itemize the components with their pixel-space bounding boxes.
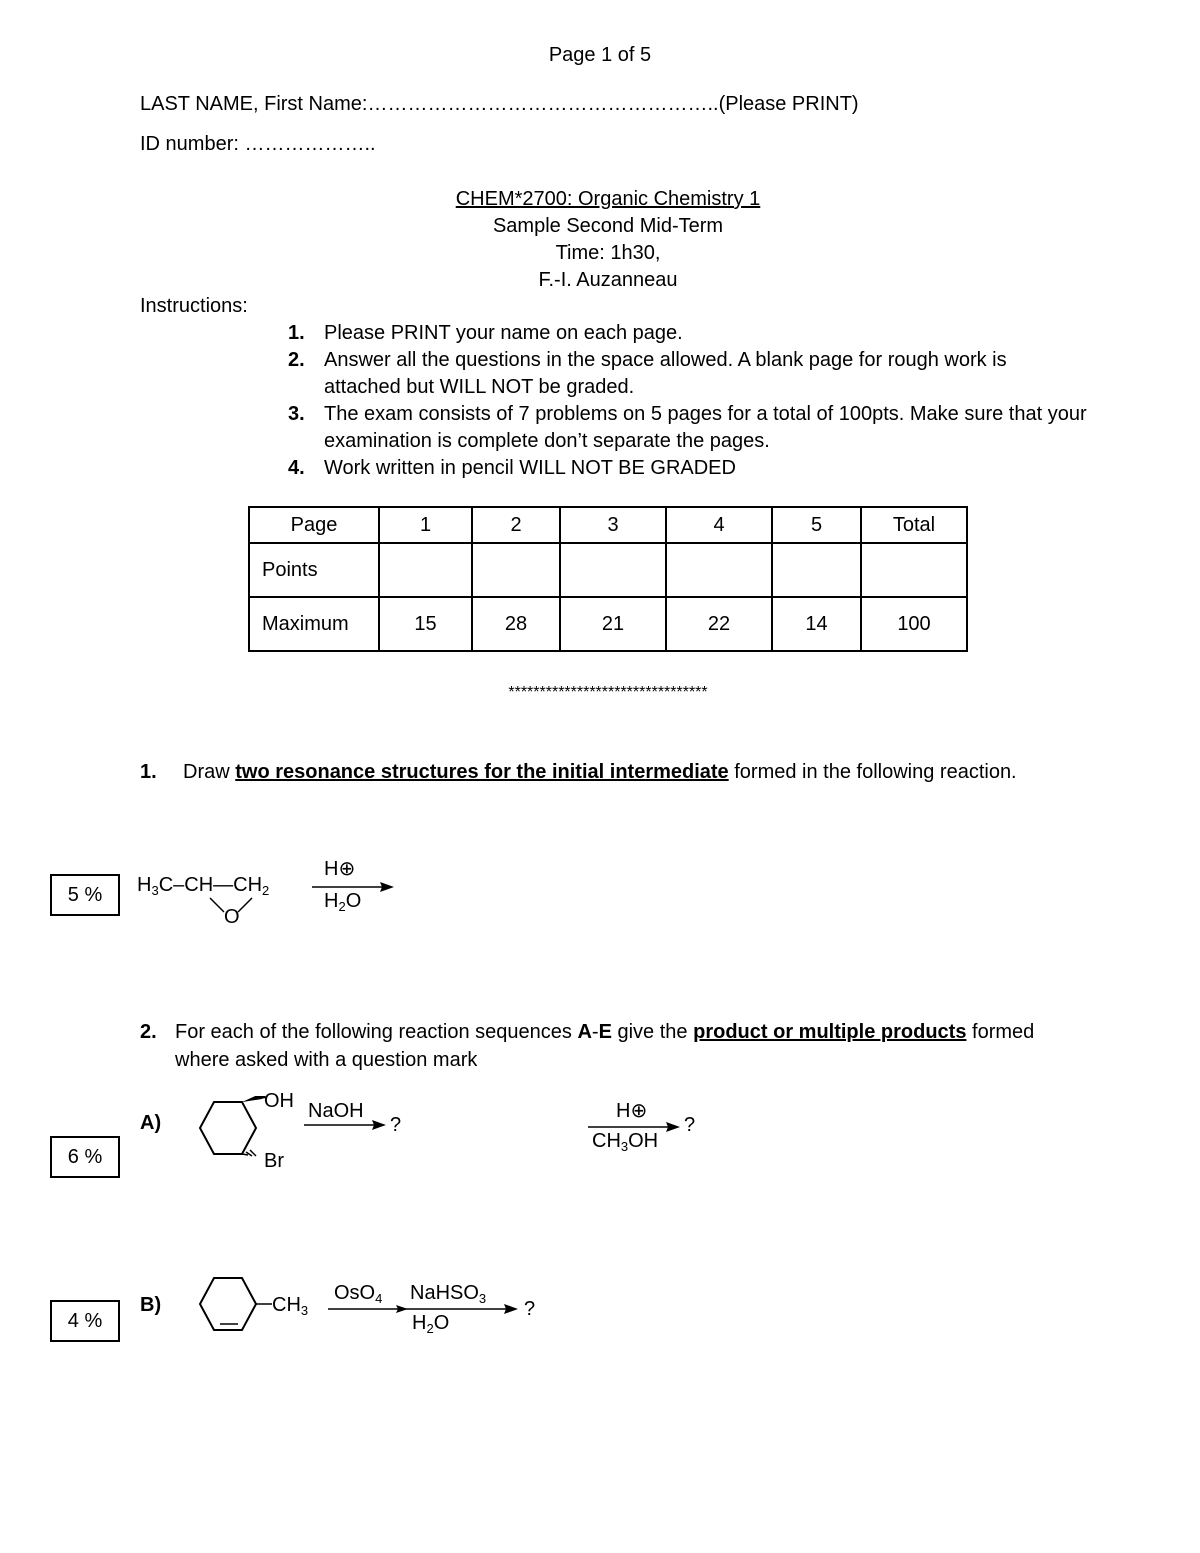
reagent-top: H⊕	[616, 1100, 648, 1122]
table-row: Maximum 15 28 21 22 14 100	[249, 597, 967, 651]
oxygen-atom: O	[224, 906, 240, 928]
reagent-1: OsO$_4$	[334, 1282, 383, 1306]
table-row: Page 1 2 3 4 5 Total	[249, 507, 967, 543]
title-block	[0, 186, 1200, 294]
percent-box: 5 %	[50, 874, 120, 916]
instruction-item: 1. Please PRINT your name on each page.	[288, 322, 683, 344]
marks-table	[248, 506, 968, 652]
percent-box: 4 %	[50, 1300, 120, 1342]
points-cell[interactable]	[379, 543, 472, 597]
epoxide-structure: $H_3C-CH—CH_2$	[137, 874, 270, 898]
methylcyclohexene-ring	[190, 1274, 280, 1338]
unknown-product: ?	[390, 1114, 402, 1136]
instructions-heading: Instructions:	[140, 295, 248, 317]
points-cell[interactable]	[560, 543, 666, 597]
unknown-product: ?	[524, 1298, 536, 1320]
name-line: LAST NAME, First Name:……………………………………………..(Please PRINT)	[140, 93, 859, 115]
instructor-name: F.-I. Auzanneau	[538, 269, 678, 291]
reagent-bottom: $H_2O$	[412, 1312, 450, 1336]
table-row: Points	[249, 543, 967, 597]
id-line: ID number: ………………..	[140, 133, 376, 155]
instruction-item: 2. Answer all the questions in the space allowed. A blank page for rough work is attached but WILL NOT be graded.	[288, 349, 1007, 398]
course-title: CHEM*2700: Organic Chemistry 1	[455, 188, 761, 210]
unknown-product: ?	[684, 1114, 696, 1136]
hydroxyl-group: OH	[264, 1090, 294, 1112]
instruction-item: 4. Work written in pencil WILL NOT BE GRADED	[288, 457, 736, 479]
question-1: 1. Draw two resonance structures for the initial intermediate formed in the following reaction.	[140, 761, 1017, 783]
points-cell[interactable]	[861, 543, 967, 597]
bromine-atom: Br	[264, 1150, 284, 1172]
part-b-label: B)	[140, 1294, 162, 1316]
instruction-item: 3. The exam consists of 7 problems on 5 pages for a total of 100pts. Make sure that your examination is complete don’t separate the pages.	[288, 403, 1087, 452]
question-2: 2. For each of the following reaction sequences A-E give the product or multiple products formed where asked with a question mark	[140, 1021, 1035, 1071]
reaction-arrow	[304, 1118, 386, 1132]
separator: ********************************	[508, 684, 708, 701]
reagent-bottom: $CH_3OH$	[592, 1130, 659, 1154]
methyl-group: $CH_3$	[272, 1294, 309, 1318]
instructions-list	[288, 320, 1088, 482]
points-cell[interactable]	[666, 543, 772, 597]
page-number: Page 1 of 5	[548, 44, 652, 66]
cyclohexane-ring	[190, 1096, 270, 1166]
exam-time: Time: 1h30,	[555, 242, 661, 264]
reagent-2: NaHSO$_3$	[410, 1282, 487, 1306]
points-cell[interactable]	[772, 543, 861, 597]
part-a-label: A)	[140, 1112, 162, 1134]
reagent-top: H⊕	[324, 858, 356, 880]
percent-box: 6 %	[50, 1136, 120, 1178]
points-cell[interactable]	[472, 543, 560, 597]
exam-title: Sample Second Mid-Term	[492, 215, 724, 237]
reagent-label: NaOH	[308, 1100, 364, 1122]
reagent-bottom: $H_2O$	[324, 890, 362, 914]
